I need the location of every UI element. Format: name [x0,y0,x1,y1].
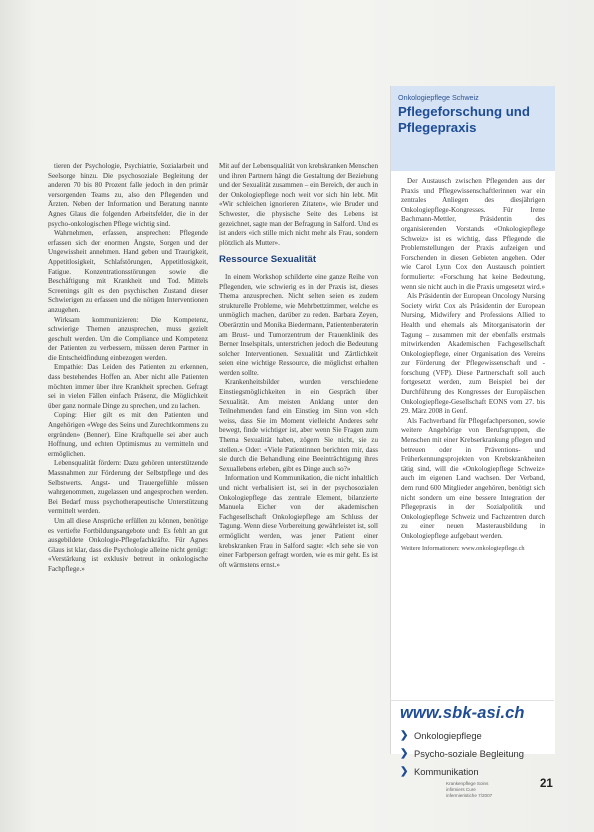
paragraph: Wahrnehmen, erfassen, ansprechen: Pflegende erfassen sich der enormen Ängste, Sorgen und der Ungewissheit annehmen. Hand geben und Traurigkeit, Appetitlosigkeit, Schlafstörungen, Appetitlosigkeit, Fatigue. Konzentrationsstörungen sowie die Beschäftigung mit Krankheit und Tod. Mittels Screenings gilt es den psychischen Zustand dieser Schwierigen zu erfassen und die nötigen Interventionen anzugehen. [48,229,208,314]
topic-link[interactable] [400,762,560,780]
sidebar-box-header [391,86,555,171]
topic-link-label: Psycho-soziale Begleitung [414,747,524,759]
paragraph: Um all diese Ansprüche erfüllen zu können, benötige es vertiefte Fortbildungsangebote und: Es fehlt an gut ausgebildete Onkologie-Pflegefachkräfte. Für Agnes Glaus ist klar, dass die Psychologie alleine nicht genügt: «Verstärkung ist exklusiv betreut in onkologische Fachpflege.» [48,516,208,573]
chevron-right-icon: ❯ [400,747,409,759]
paragraph: Als Fachverband für Pflegefachpersonen, sowie weitere Angehörige von Berufsgruppen, die Menschen mit einer Krebserkrankung pflegen und betreuen oder in Präventions- und Früherkennungsprojekten von Krebskrankheiten tätig sind, will die «Onkologiepflege Schweiz» auch im eigenen Land wachsen. Der Verband, dem rund 600 Mitglieder angehören, benötigt sich nicht sondern um eine bessere Integration der Pflegepraxis in der Sozialpolitik und Onkologiepflege Schweiz und Fachzentren durch zu einer neuen Masterausbildung in Onkologiepflege aufgebaut werden. [401,416,545,540]
topic-links [400,726,560,780]
paragraph: Wirksam kommunizieren: Die Kompetenz, schwierige Themen anzusprechen, muss gezielt geschult werden. Um die Compliance und Kompetenz der Patienten zu verbessern, müssen deren Partner in die Entscheidfindung einbezogen werden. [48,315,208,362]
paragraph: Coping: Hier gilt es mit den Patienten und Angehörigen «Wege des Seins und Zurechtkommens zu ergründen» (Benner). Eine Kraftquelle sei aber auch Hoffnung, und echten Optimismus zu vermitteln und ermöglichen. [48,411,208,458]
topic-link[interactable] [400,744,560,762]
website-link[interactable]: www.sbk-asi.ch [400,704,525,722]
paragraph: Lebensqualität fördern: Dazu gehören unterstützende Massnahmen zur Förderung der Selbstpflege und des Selbstwerts. Angst- und Trauergefühle müssen wahrgenommen, zugelassen und angesprochen werden. Bei Bedarf muss psychotherapeutische Unterstützung vermittelt werden. [48,459,208,516]
paragraph: Der Austausch zwischen Pflegenden aus der Praxis und Pflegewissenschaftlerinnen war ein zentrales Anliegen des diesjährigen Onkologiepflege-Kongresses. Für Irene Bachmann-Mettler, Präsidentin des organisierenden Vorstands «Onkologiepflege Schweiz» ist es wichtig, dass Pflegende die Problemstellungen der Praxis aufzeigen und Forschenden in diesen Gebieten angehen. Oder wie Carol Lynn Cox den Austausch pointiert formulierte: «Forschung hat keine Bedeutung, wenn sie nicht auch in die Praxis umgesetzt wird.» [401,177,546,291]
topic-link-label: Kommunikation [414,765,479,777]
page-number: 21 [540,778,553,790]
paragraph: In einem Workshop schilderte eine ganze Reihe von Pflegenden, wie schwierig es in der Praxis ist, dieses Thema anzusprechen. Nicht selten seien es zudem strukturelle Probleme, wie Mehrbettzimmer, welche es unmöglich machen, darüber zu reden. Barbara Zeyen, Oberärztin und Monika Biedermann, Patientenberaterin am Brust- und Tumorzentrum der Frauenklinik des Berner Inselspitals, unterstrichen jedoch die Bedeutung solcher Interventionen. Sexualität und Zärtlichkeit seien eine wichtige Ressource, die möglichst erhalten werden sollte. [219,272,378,377]
paragraph: Information und Kommunikation, die nicht inhaltlich und nicht verbalisiert ist, sei in der psychosozialen Onkologiepflege das zentrale Element, bilanzierte Manuela Eicher von der akademischen Fachgesellschaft Onkologiepflege am Schluss der Tagung. Wenn diese Vorbereitung gewährleistet ist, soll ermöglicht werden, was jener Patient einer krebskranken Frau in Salford sagte: «Ich sehe sie von einer Farbperson gefragt worden, wie es mir geht. Es ist oft wärmstens ernst.» [219,474,378,569]
section-subheading: Ressource Sexualität [219,254,317,266]
chevron-right-icon: ❯ [400,765,409,777]
publication-info: Krankenpflege Soins infirmiers Cure infermieristiche 7/2007 [446,781,493,798]
sidebar-kicker: Onkologiepflege Schweiz [398,93,479,102]
sidebar-title: Pflegeforschung und Pflegepraxis [398,104,530,135]
divider [390,700,554,701]
sidebar-box [390,86,555,754]
sidebar-body [391,171,555,661]
paragraph: Mit auf der Lebensqualität von krebskranken Menschen und ihren Partnern hängt die Gestaltung der Beziehung und der Sexualität zusammen – ein Bereich, der auch in der Onkologiepflege noch weit vor sich hin lebt. Mit «Wir schleichen ignorieren Zitaten», wie Bruder und Schwester, die physische Seite des Lebens ist gezeichnet, sagte man der Befragung in Salford. Und es ist anders «ich stille mich nicht mehr als Frau, sondern plötzlich als Mutter». [219,162,378,247]
topic-link-label: Onkologiepflege [414,729,482,741]
chevron-right-icon: ❯ [400,729,409,741]
article-column-1 [48,162,208,760]
article-column-2 [219,162,378,779]
paragraph: tieren der Psychologie, Psychiatrie, Sozialarbeit und Seelsorge hinzu. Die psychosoziale Begleitung der anderen 70 bis 80 Prozent falle jedoch in den primär versorgenden Teams zu, also den Pflegenden und Ärzten. Neben der Information und Beratung nannte Agnes Glaus die folgenden Arbeitsfelder, die in der psycho-onkologischen Pflege wichtig sind. [48,162,208,228]
paragraph: Empathie: Das Leiden des Patienten zu erkennen, dass bestehendes Hoffen an. Aber nicht alle Patienten möchten immer über ihre Krankheit sprechen. Gefragt sei in vielen Fällen einfach Präsenz, die Möglichkeit über ganz normale Dinge zu sprechen, und zu lachen. [48,363,208,410]
topic-link[interactable] [400,726,560,744]
paragraph: Krankenheitsbilder wurden verschiedene Einstiegsmöglichkeiten in ein Gespräch über Sexualität. Am meisten Anklang unter den Teilnehmenden fand ein Einstieg im Sinn von «Ich weiss, dass Sie im Moment vielleicht Anderes sehr bewegt, finde wichtiger ist, aber wenn Sie Fragen zum Thema Sexualität haben, zögern Sie nicht, sie zu stellen.» Oder: «Viele Patientinnen berichten mir, dass sie durch die Behandlung eine Beeinträchtigung ihres Sexuallebens erleben, gibt es Dinge auch so?» [219,378,378,473]
contact-link[interactable]: Weitere Informationen: www.onkologiepflege.ch [401,544,525,552]
paragraph: Als Präsidentin der European Oncology Nursing Society wirkt Cox als Präsidentin der European Nursing, Midwifery and Professions Allied to Health und ehemals als Mitorganisatorin der Tagung – zusammen mit der ebenfalls erstmals mitwirkenden Akademischen Fachgesellschaft Onkologiepflege, einer Organisation des Vereins zur Förderung der Pflegewissenschaft und -forschung (VFP). Diese Partnerschaft soll auch fortgesetzt werden, zum Beispiel bei der Durchführung des Kongresses der Europäischen Onkologiepflege-Gesellschaft EONS vom 27. bis 29. März 2008 in Genf. [401,292,545,416]
